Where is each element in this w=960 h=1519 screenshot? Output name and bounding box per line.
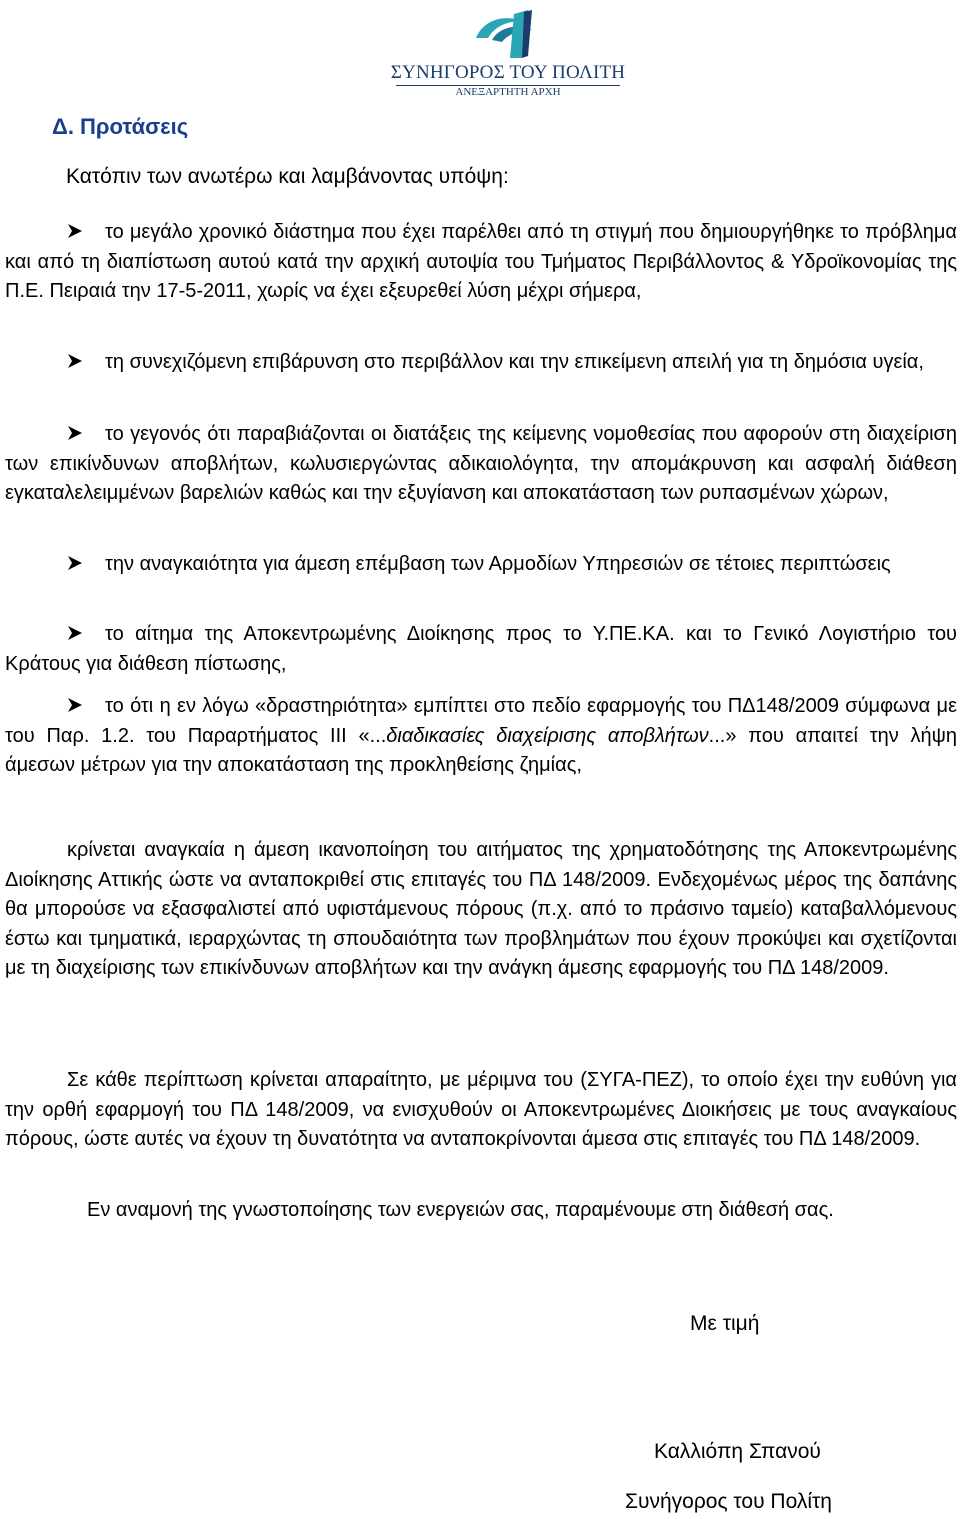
bullet-item — [5, 692, 957, 781]
bullet-item — [5, 620, 957, 679]
bullet-item — [5, 218, 957, 307]
logo-title: ΣΥΝΗΓΟΡΟΣ ΤΟΥ ΠΟΛΙΤΗ — [390, 62, 626, 83]
section-heading: Δ. Προτάσεις — [52, 114, 189, 139]
logo-mark-icon — [474, 8, 542, 60]
paragraph-text: κρίνεται αναγκαία η άμεση ικανοποίηση του αιτήματος της χρηματοδότησης της Αποκεντρωμένης Διοίκησης Αττικής ώστε να ανταποκριθεί στις επιταγές του ΠΔ 148/2009. Ενδεχομένως μέρος της δαπάνης θα μπορούσε να εξασφαλιστεί από υφιστάμενους πόρους (π.χ. από το πράσινο ταμείο) καταβαλλόμενους έστω και τμηματικά, ιεραρχώντας τη σπουδαιότητα των προβλημάτων που έχουν προκύψει και σχετίζονται με τη διαχείρισης των επικίνδυνων αποβλήτων και την ανάγκη άμεσης εφαρμογής του ΠΔ 148/2009. — [5, 839, 957, 979]
bullet-text: την αναγκαιότητα για άμεση επέμβαση των Αρμοδίων Υπηρεσιών σε τέτοιες περιπτώσεις — [105, 553, 891, 575]
arrowhead-bullet-icon — [67, 353, 83, 369]
bullet-text-end: ...» που απαιτεί την λήψη άμεσων μέτρων για την αποκατάσταση της προκληθείσης ζημίας, — [5, 724, 957, 776]
arrowhead-bullet-icon — [67, 223, 83, 239]
signatory-role: Συνήγορος του Πολίτη — [625, 1490, 832, 1513]
bullet-text: το αίτημα της Αποκεντρωμένης Διοίκησης προς το Υ.ΠΕ.ΚΑ. και το Γενικό Λογιστήριο του Κράτους για διάθεση πίστωσης, — [5, 623, 957, 675]
signatory-name: Καλλιόπη Σπανού — [654, 1440, 821, 1463]
body-paragraph — [5, 836, 957, 984]
bullet-text: το γεγονός ότι παραβιάζονται οι διατάξεις της κείμενης νομοθεσίας που αφορούν στη διαχείριση των επικίνδυνων αποβλήτων, κωλυσιεργώντας αδικαιολόγητα, την απομάκρυνση και ασφαλή διάθεση εγκαταλελειμμένων βαρελιών καθώς και την εξυγίανση και αποκατάσταση των ρυπασμένων χώρων, — [5, 423, 957, 504]
arrowhead-bullet-icon — [67, 625, 83, 641]
arrowhead-bullet-icon — [67, 697, 83, 713]
paragraph-text: Εν αναμονή της γνωστοποίησης των ενεργειών σας, παραμένουμε στη διάθεσή σας. — [87, 1199, 834, 1221]
ombudsman-logo — [388, 8, 628, 96]
intro-text: Κατόπιν των ανωτέρω και λαμβάνοντας υπόψη: — [66, 165, 509, 188]
bullet-text: το μεγάλο χρονικό διάστημα που έχει παρέλθει από τη στιγμή που δημιουργήθηκε το πρόβλημα και από τη διαπίστωση αυτού κατά την αρχική αυτοψία του Τμήματος Περιβάλλοντος & Υδροϊκονομίας της Π.Ε. Πειραιά την 17-5-2011, χωρίς να έχει εξευρεθεί λύση μέχρι σήμερα, — [5, 221, 957, 302]
body-paragraph — [5, 1196, 957, 1226]
bullet-item — [5, 550, 957, 580]
bullet-item — [5, 348, 957, 378]
arrowhead-bullet-icon — [67, 425, 83, 441]
bullet-item — [5, 420, 957, 509]
arrowhead-bullet-icon — [67, 555, 83, 571]
paragraph-text: Σε κάθε περίπτωση κρίνεται απαραίτητο, με μέριμνα του (ΣΥΓΑ-ΠΕΖ), το οποίο έχει την ευθύνη για την ορθή εφαρμογή του ΠΔ 148/2009, να ενισχυθούν οι Αποκεντρωμένες Διοικήσεις με τους αναγκαίους πόρους, ώστε αυτές να έχουν τη δυνατότητα να ανταποκρίνονται άμεσα στις επιταγές του ΠΔ 148/2009. — [5, 1069, 957, 1150]
closing-salutation: Με τιμή — [690, 1312, 760, 1335]
body-paragraph — [5, 1066, 957, 1155]
logo-subtitle: ΑΝΕΞΑΡΤΗΤΗ ΑΡΧΗ — [455, 86, 561, 98]
bullet-italic-text: διαδικασίες διαχείρισης αποβλήτων — [386, 724, 709, 747]
bullet-text: το ότι η εν λόγω «δραστηριότητα» εμπίπτει στο πεδίο εφαρμογής του ΠΔ148/2009 σύμφωνα με του Παρ. 1.2. του Παραρτήματος ΙΙΙ «... — [5, 695, 957, 747]
bullet-text: τη συνεχιζόμενη επιβάρυνση στο περιβάλλον και την επικείμενη απειλή για τη δημόσια υγεία, — [105, 351, 924, 373]
